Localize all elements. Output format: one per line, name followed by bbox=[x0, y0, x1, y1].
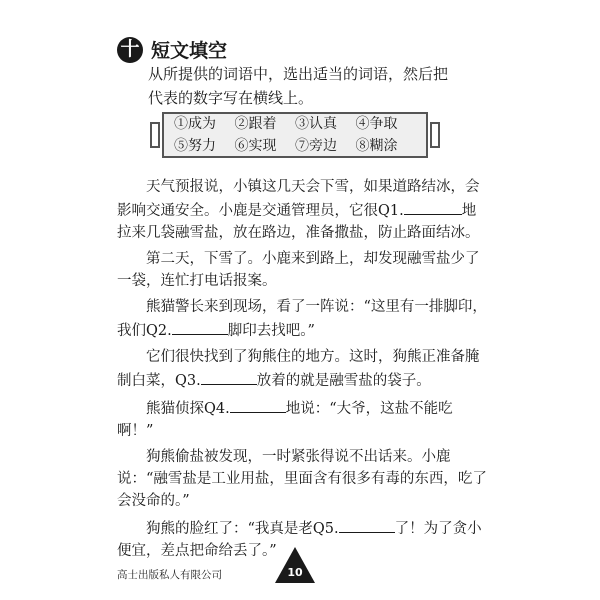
question-label-q1: Q1. bbox=[378, 203, 404, 219]
passage bbox=[117, 176, 487, 566]
word-bank-left-handle bbox=[150, 122, 160, 148]
word-option: ④争取 bbox=[355, 116, 398, 132]
page-number: 10 bbox=[287, 566, 303, 579]
paragraph-1: 天气预报说，小镇这几天会下雪，如果道路结冰，会影响交通安全。小鹿是交通管理员，它很Q1. 地拉来几袋融雪盐，放在路边，准备撒盐，防止路面结冰。 bbox=[117, 179, 480, 241]
publisher-name: 高士出版私人有限公司 bbox=[117, 569, 222, 581]
question-label-q2: Q2. bbox=[146, 323, 172, 339]
word-option: ③认真 bbox=[295, 116, 337, 132]
section-title: 短文填空 bbox=[151, 40, 228, 62]
paragraph-3: 熊猫警长来到现场，看了一阵说：“这里有一排脚印，我们Q2. 脚印去找吧。” bbox=[117, 299, 487, 339]
word-option: ①成为 bbox=[174, 116, 216, 132]
word-option: ⑦旁边 bbox=[295, 138, 337, 154]
paragraph-2: 第二天，下雪了。小鹿来到路上，却发现融雪盐少了一袋，连忙打电话报案。 bbox=[117, 251, 480, 289]
question-label-q4: Q4. bbox=[204, 401, 230, 417]
instructions: 从所提供的词语中，选出适当的词语，然后把代表的数字写在横线上。 bbox=[148, 65, 449, 107]
section-header bbox=[117, 36, 227, 63]
paragraph-6: 狗熊偷盐被发现，一时紧张得说不出话来。小鹿说：“融雪盐是工业用盐，里面含有很多有毒的东西，吃了会没命的。” bbox=[117, 449, 487, 509]
word-option: ⑤努力 bbox=[174, 138, 216, 154]
word-option: ②跟着 bbox=[234, 116, 277, 132]
word-bank bbox=[150, 112, 440, 158]
answer-blank-q1[interactable] bbox=[404, 198, 462, 215]
paragraph-5: 熊猫侦探Q4. 地说：“大爷，这盐不能吃啊！” bbox=[117, 396, 487, 442]
word-option: ⑥实现 bbox=[234, 138, 277, 154]
question-label-q3: Q3. bbox=[175, 373, 201, 389]
paragraph-4: 它们很快找到了狗熊住的地方。这时，狗熊正准备腌制白菜，Q3. 放着的就是融雪盐的袋子。 bbox=[117, 349, 480, 389]
answer-blank-q5[interactable] bbox=[339, 516, 395, 533]
word-bank-frame bbox=[162, 112, 428, 158]
question-label-q5: Q5. bbox=[312, 521, 339, 537]
word-bank-right-handle bbox=[430, 122, 440, 148]
answer-blank-q2[interactable] bbox=[172, 318, 228, 335]
paragraph-7: 狗熊的脸红了：“我真是老Q5. 了！为了贪小便宜，差点把命给丢了。” bbox=[117, 516, 487, 562]
answer-blank-q4[interactable] bbox=[230, 396, 286, 413]
answer-blank-q3[interactable] bbox=[201, 368, 257, 385]
section-number-badge: 十 bbox=[117, 37, 143, 63]
word-option: ⑧糊涂 bbox=[355, 138, 398, 154]
